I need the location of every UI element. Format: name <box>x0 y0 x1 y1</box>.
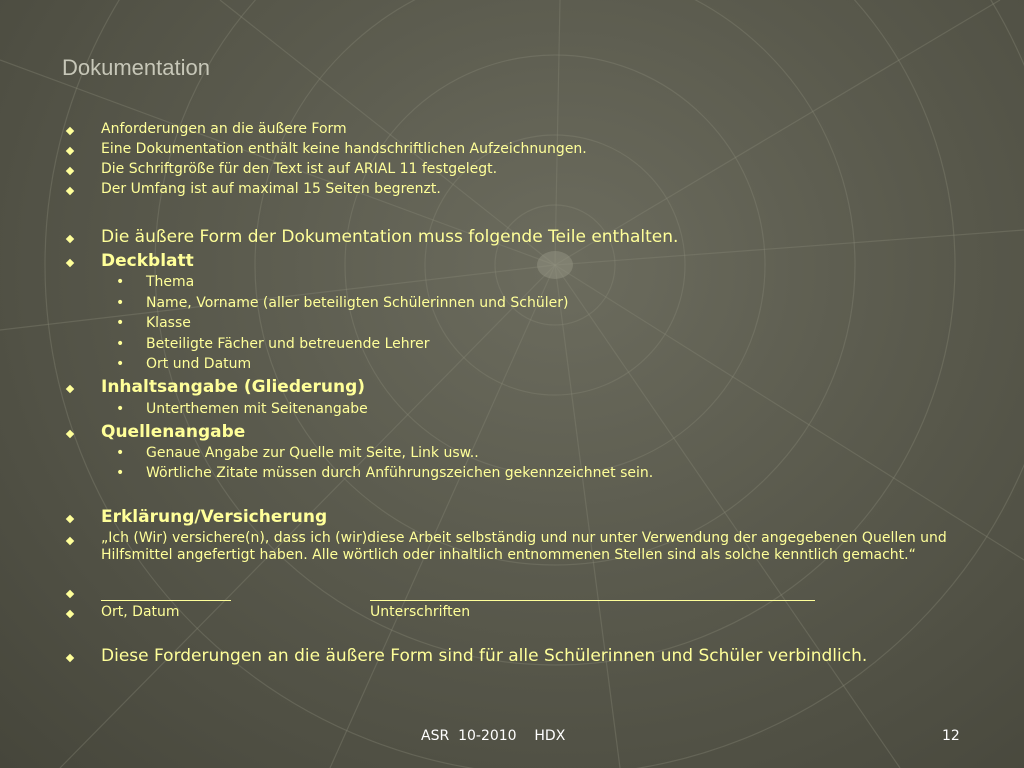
diamond-bullet-icon <box>66 537 74 545</box>
bullet-dot-icon: • <box>116 465 125 481</box>
bullet-dot-icon: • <box>116 356 125 372</box>
diamond-bullet-icon <box>66 654 74 662</box>
erklaerung-heading: Erklärung/Versicherung <box>101 507 328 527</box>
list-item: Ort und Datum <box>146 356 252 372</box>
list-item: Anforderungen an die äußere Form <box>101 121 347 137</box>
declaration-quote: „Ich (Wir) versichere(n), dass ich (wir)diese Arbeit selbständig und nur unter Verwendung der angegebenen Quellen und Hilfsmittel angefertigt haben. Alle wörtlich oder inhaltlich entnommenen Stellen sind als solche kenntlich gemacht.“ <box>101 530 947 563</box>
list-item: Klasse <box>146 315 191 331</box>
list-item: Wörtliche Zitate müssen durch Anführungszeichen gekennzeichnet sein. <box>146 465 654 481</box>
list-item: Beteiligte Fächer und betreuende Lehrer <box>146 336 430 352</box>
signature-line-date <box>101 600 231 601</box>
diamond-bullet-icon <box>66 385 74 393</box>
diamond-bullet-icon <box>66 147 74 155</box>
list-item: Name, Vorname (aller beteiligten Schülerinnen und Schüler) <box>146 295 569 311</box>
diamond-bullet-icon <box>66 259 74 267</box>
inhalt-heading: Inhaltsangabe (Gliederung) <box>101 377 366 397</box>
closing-text: Diese Forderungen an die äußere Form sind für alle Schülerinnen und Schüler verbindlich. <box>101 646 868 666</box>
bullet-dot-icon: • <box>116 401 125 417</box>
bullet-dot-icon: • <box>116 336 125 352</box>
diamond-bullet-icon <box>66 430 74 438</box>
bullet-dot-icon: • <box>116 274 125 290</box>
diamond-bullet-icon <box>66 590 74 598</box>
diamond-bullet-icon <box>66 610 74 618</box>
list-item: Die Schriftgröße für den Text ist auf ARIAL 11 festgelegt. <box>101 161 498 177</box>
footer-info: ASR 10-2010 HDX <box>421 728 566 744</box>
bullet-dot-icon: • <box>116 445 125 461</box>
deckblatt-heading: Deckblatt <box>101 251 194 271</box>
diamond-bullet-icon <box>66 167 74 175</box>
signature-line-signatures <box>370 600 815 601</box>
list-item: Genaue Angabe zur Quelle mit Seite, Link usw.. <box>146 445 479 461</box>
bullet-dot-icon: • <box>116 295 125 311</box>
unterschriften-label: Unterschriften <box>370 604 471 620</box>
quellen-heading: Quellenangabe <box>101 422 246 442</box>
list-item: Eine Dokumentation enthält keine handschriftlichen Aufzeichnungen. <box>101 141 587 157</box>
intro-text: Die äußere Form der Dokumentation muss folgende Teile enthalten. <box>101 227 679 247</box>
page-number: 12 <box>942 728 960 744</box>
diamond-bullet-icon <box>66 187 74 195</box>
list-item: Unterthemen mit Seitenangabe <box>146 401 368 417</box>
diamond-bullet-icon <box>66 127 74 135</box>
list-item: Thema <box>146 274 195 290</box>
list-item: Der Umfang ist auf maximal 15 Seiten begrenzt. <box>101 181 441 197</box>
diamond-bullet-icon <box>66 235 74 243</box>
bullet-dot-icon: • <box>116 315 125 331</box>
slide-title: Dokumentation <box>62 55 210 80</box>
ort-datum-label: Ort, Datum <box>101 604 180 620</box>
diamond-bullet-icon <box>66 515 74 523</box>
